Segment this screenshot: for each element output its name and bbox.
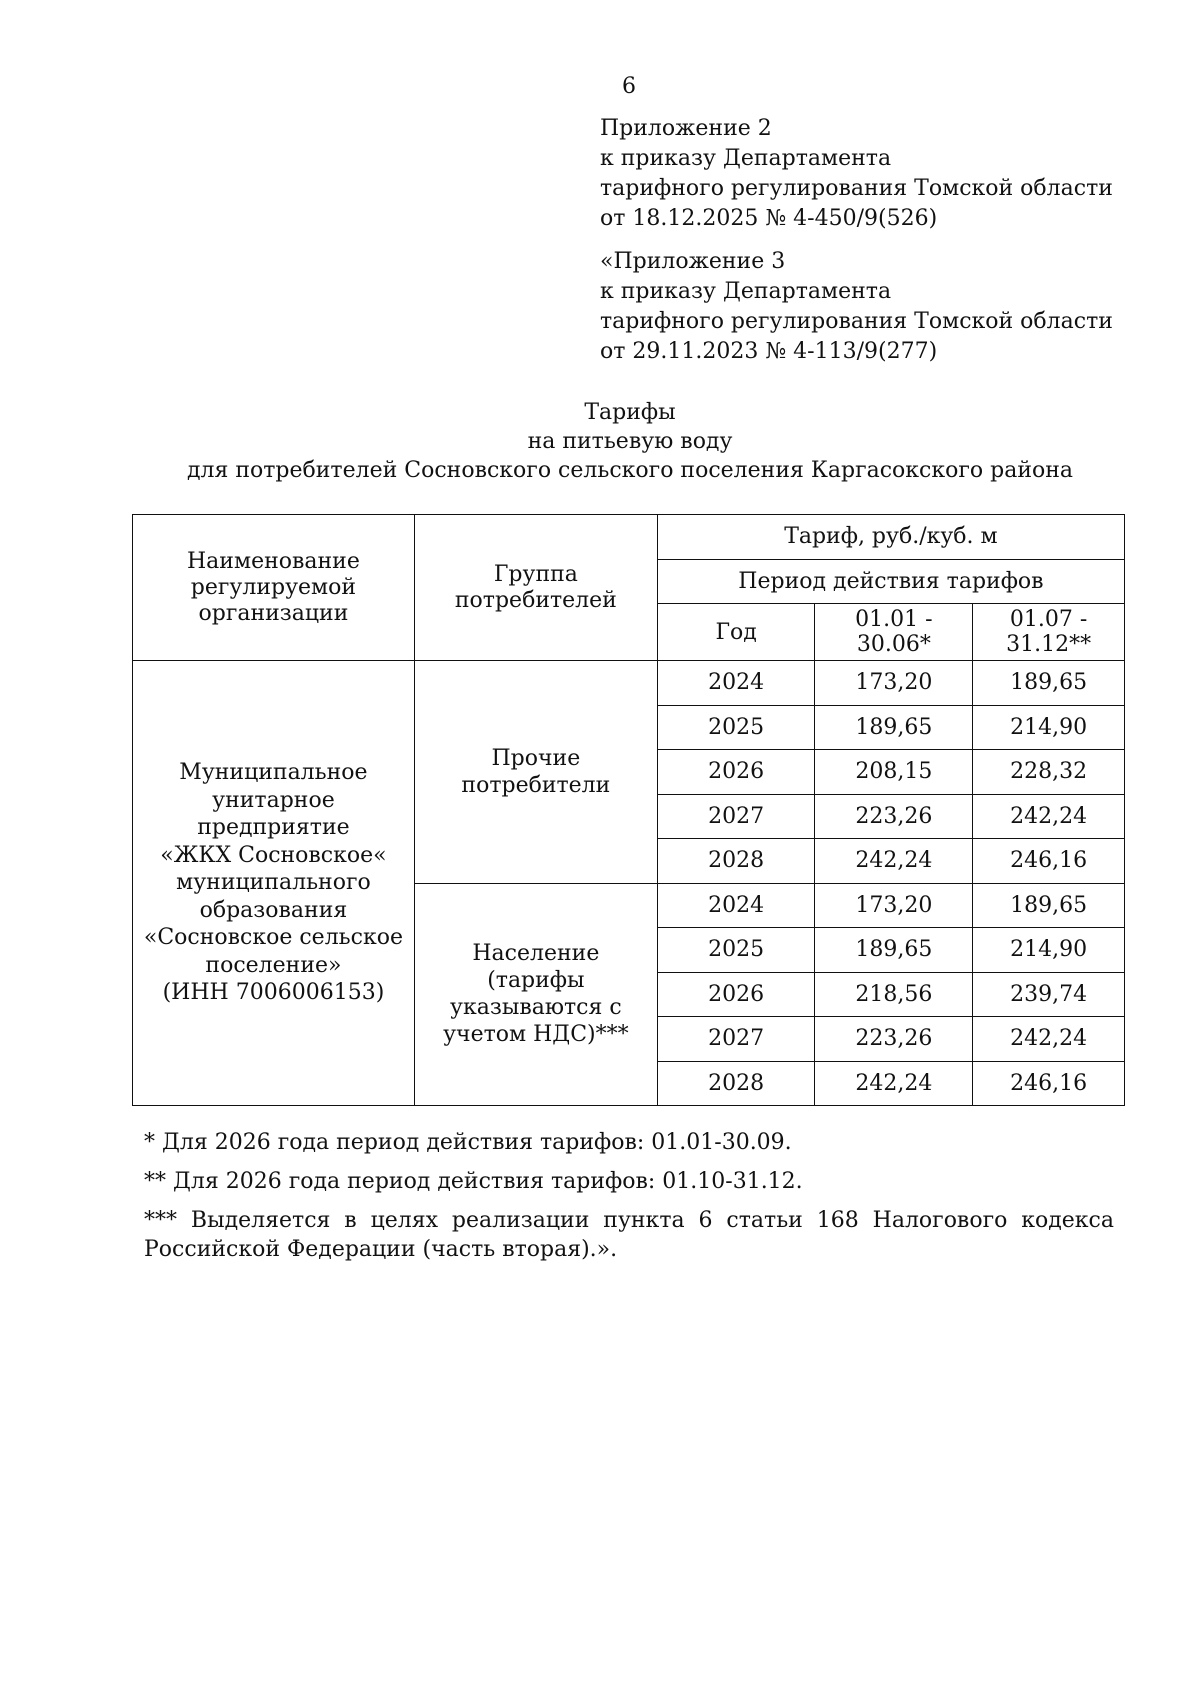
year-cell: 2025 bbox=[657, 705, 815, 750]
heading-scope: для потребителей Сосновского сельского поселения Каргасокского района bbox=[186, 458, 1074, 483]
group-population bbox=[414, 883, 657, 1106]
org-line: образования bbox=[199, 897, 348, 923]
year-cell: 2026 bbox=[657, 972, 815, 1017]
tariff-table bbox=[132, 514, 1125, 1106]
header-group: Группа потребителей bbox=[414, 515, 657, 661]
tariff-h2-cell: 246,16 bbox=[973, 839, 1125, 884]
tariff-h2-cell: 246,16 bbox=[973, 1061, 1125, 1106]
org-line: поселение» bbox=[205, 952, 342, 978]
org-line: унитарное предприятие bbox=[197, 787, 350, 841]
header-org: Наименование регулируемой организации bbox=[133, 515, 415, 661]
annex-date-number: от 18.12.2025 № 4-450/9(526) bbox=[600, 206, 938, 231]
year-cell: 2028 bbox=[657, 839, 815, 884]
tariff-h2-cell: 242,24 bbox=[973, 794, 1125, 839]
year-cell: 2025 bbox=[657, 928, 815, 973]
tariff-h1-cell: 189,65 bbox=[815, 928, 973, 973]
org-line: Муниципальное bbox=[179, 760, 368, 786]
org-inn: (ИНН 7006006153) bbox=[162, 980, 385, 1006]
tariff-h2-cell: 242,24 bbox=[973, 1017, 1125, 1062]
year-cell: 2027 bbox=[657, 1017, 815, 1062]
annex-title: «Приложение 3 bbox=[600, 249, 786, 274]
annex-line: к приказу Департамента bbox=[600, 146, 892, 171]
annex-date-number: от 29.11.2023 № 4-113/9(277) bbox=[600, 339, 938, 364]
annex-title: Приложение 2 bbox=[600, 116, 772, 141]
tariff-h2-cell: 189,65 bbox=[973, 883, 1125, 928]
header-year: Год bbox=[657, 604, 815, 661]
footnote-2: ** Для 2026 года период действия тарифов: 01.10-31.12. bbox=[144, 1169, 803, 1194]
tariff-h1-cell: 223,26 bbox=[815, 794, 973, 839]
header-period: Период действия тарифов bbox=[657, 559, 1124, 604]
tariff-h2-cell: 214,90 bbox=[973, 705, 1125, 750]
header-period-1-start: 01.01 - bbox=[855, 607, 933, 632]
year-cell: 2024 bbox=[657, 661, 815, 706]
year-cell: 2026 bbox=[657, 750, 815, 795]
tariff-h1-cell: 173,20 bbox=[815, 883, 973, 928]
header-tariff: Тариф, руб./куб. м bbox=[657, 515, 1124, 560]
org-line: «ЖКХ Сосновское« bbox=[160, 842, 387, 868]
organization-cell bbox=[133, 661, 415, 1106]
tariff-h1-cell: 173,20 bbox=[815, 661, 973, 706]
annex-line: к приказу Департамента bbox=[600, 279, 892, 304]
header-period-2-end: 31.12** bbox=[1006, 632, 1092, 657]
year-cell: 2024 bbox=[657, 883, 815, 928]
annex-reference-current bbox=[600, 114, 1113, 234]
header-period-2-start: 01.07 - bbox=[1009, 607, 1088, 632]
page-number: 6 bbox=[622, 74, 636, 99]
org-line: «Сосновское сельское bbox=[143, 925, 403, 951]
tariff-h1-cell: 223,26 bbox=[815, 1017, 973, 1062]
footnote-1: * Для 2026 года период действия тарифов: 01.01-30.09. bbox=[144, 1130, 792, 1155]
tariff-h1-cell: 242,24 bbox=[815, 1061, 973, 1106]
tariff-h1-cell: 242,24 bbox=[815, 839, 973, 884]
tariff-h2-cell: 239,74 bbox=[973, 972, 1125, 1017]
tariff-h2-cell: 214,90 bbox=[973, 928, 1125, 973]
tariff-h1-cell: 189,65 bbox=[815, 705, 973, 750]
table-row bbox=[133, 661, 1125, 706]
tariff-h1-cell: 208,15 bbox=[815, 750, 973, 795]
header-period-1 bbox=[815, 604, 973, 661]
footnotes bbox=[144, 1128, 1114, 1274]
tariff-h1-cell: 218,56 bbox=[815, 972, 973, 1017]
group-other-consumers: Прочие потребители bbox=[414, 661, 657, 884]
tariff-h2-cell: 228,32 bbox=[973, 750, 1125, 795]
heading-title: Тарифы bbox=[584, 400, 676, 425]
annex-line: тарифного регулирования Томской области bbox=[600, 309, 1113, 334]
header-row bbox=[133, 515, 1125, 560]
year-cell: 2028 bbox=[657, 1061, 815, 1106]
org-line: муниципального bbox=[176, 870, 371, 896]
year-cell: 2027 bbox=[657, 794, 815, 839]
heading-subtitle: на питьевую воду bbox=[527, 429, 733, 454]
header-period-2 bbox=[973, 604, 1125, 661]
header-period-1-end: 30.06* bbox=[856, 632, 931, 657]
group-line: учетом НДС)*** bbox=[443, 1022, 629, 1048]
group-line: указываются с bbox=[450, 995, 622, 1021]
document-heading bbox=[0, 398, 1200, 485]
annex-line: тарифного регулирования Томской области bbox=[600, 176, 1113, 201]
tariff-h2-cell: 189,65 bbox=[973, 661, 1125, 706]
footnote-3: *** Выделяется в целях реализации пункта 6 статьи 168 Налогового кодекса Российской Федерации (часть вторая).». bbox=[144, 1208, 1114, 1262]
group-line: Население (тарифы bbox=[472, 941, 600, 994]
annex-reference-original bbox=[600, 247, 1113, 367]
